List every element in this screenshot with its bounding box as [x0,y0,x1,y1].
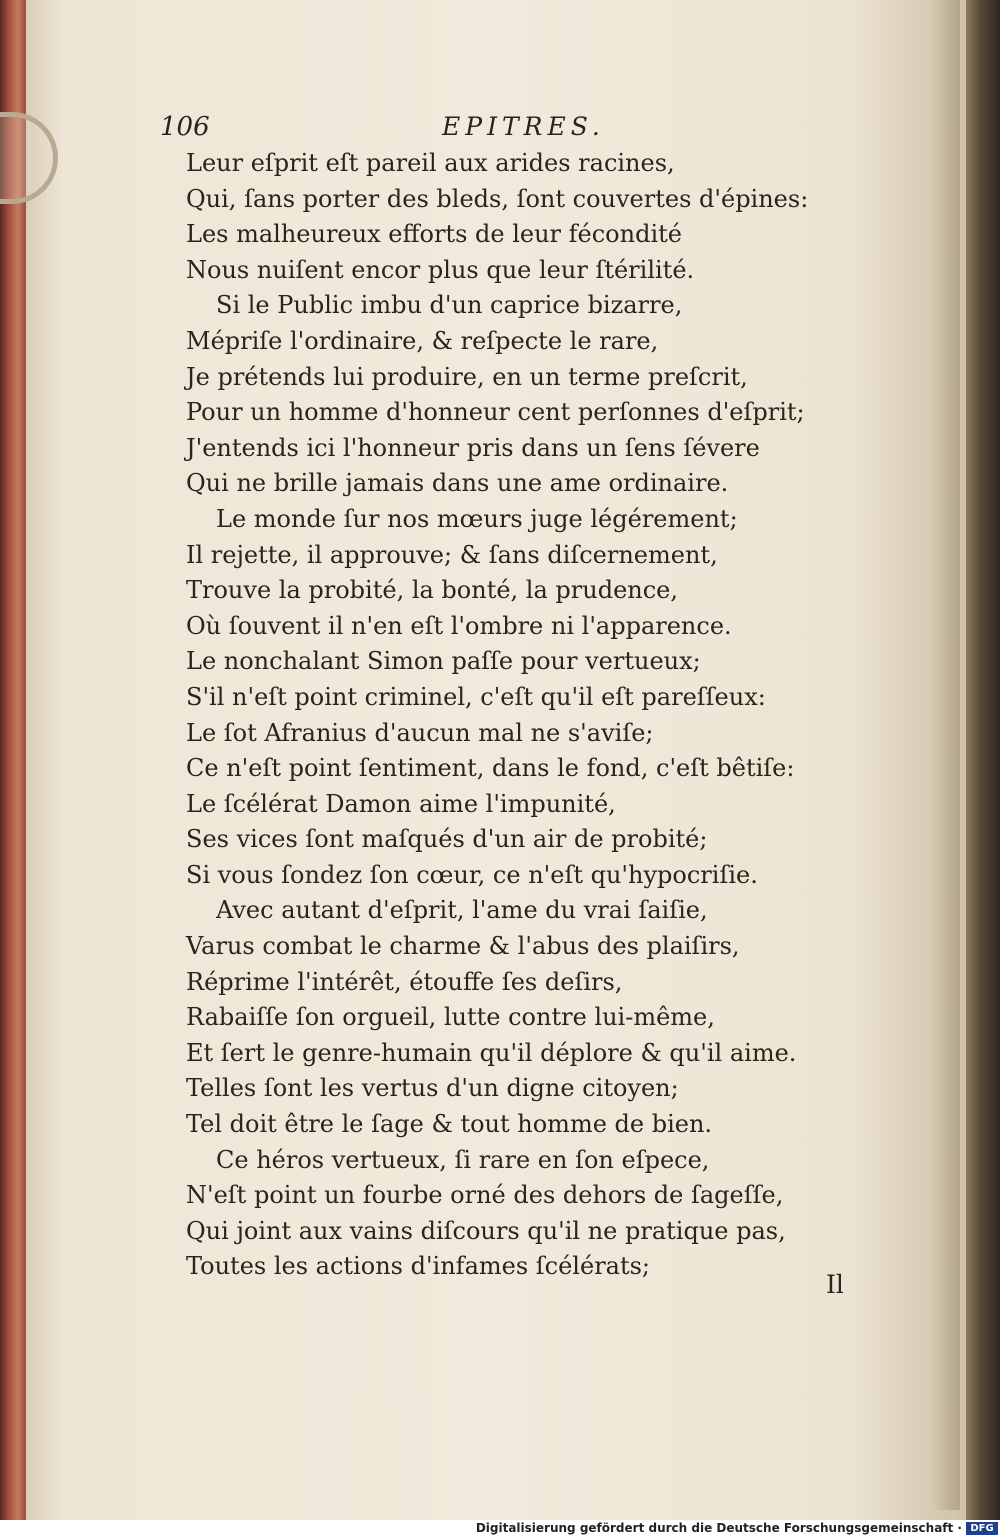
verse-line: Si le Public imbu d'un caprice bizarre, [216,291,683,320]
facing-page-edge [966,0,1000,1520]
verse-line: Qui, ſans porter des bleds, ſont couvertes d'épines: [186,184,809,213]
verse-line: Et ſert le genre-humain qu'il déplore & qu'il aime. [186,1038,797,1067]
verse-line: Réprime l'intérêt, étouffe ſes deſirs, [186,967,623,996]
running-head: EPITRES. [442,112,605,141]
verse-line: Trouve la probité, la bonté, la prudence, [186,576,679,605]
verse-line: Ce héros vertueux, ſi rare en ſon eſpece, [216,1145,710,1174]
verse-line: Le monde ſur nos mœurs juge légérement; [216,504,738,533]
verse-line: Où ſouvent il n'en eſt l'ombre ni l'apparence. [186,611,732,640]
funding-credit: Digitalisierung gefördert durch die Deutsche Forschungsgemeinschaft · [475,1521,962,1535]
verse-line: Rabaiſſe ſon orgueil, lutte contre lui-même, [186,1003,715,1032]
verse-line: Les malheureux efforts de leur fécondité [186,220,682,249]
verse-line: Le ſcélérat Damon aime l'impunité, [186,789,616,818]
verse-line: Tel doit être le ſage & tout homme de bien. [186,1110,713,1139]
verse-line: Leur eſprit eſt pareil aux arides racines, [186,149,675,177]
verse-line: Ses vices ſont maſqués d'un air de probité; [186,825,708,854]
verse-line: Varus combat le charme & l'abus des plaiſirs, [186,932,740,961]
verse-line: Pour un homme d'honneur cent perſonnes d'eſprit; [186,398,805,427]
verse-line: Telles ſont les vertus d'un digne citoyen; [186,1074,679,1103]
catchword: Il [826,1270,844,1299]
verse-line: Qui ne brille jamais dans une ame ordinaire. [186,469,729,498]
verse-line: Toutes les actions d'infames ſcélérats; [186,1252,651,1281]
verse-line: Le ſot Afranius d'aucun mal ne s'aviſe; [186,718,654,747]
poem-text [186,146,826,1285]
book-fore-edge [0,0,26,1520]
page-gutter-shadow [930,0,960,1510]
verse-line: Qui joint aux vains diſcours qu'il ne pratique pas, [186,1216,786,1245]
verse-line: S'il n'eſt point criminel, c'eſt qu'il eſt pareſſeux: [186,682,766,711]
verse-line: Ce n'eſt point ſentiment, dans le fond, c'eſt bêtiſe: [186,754,795,783]
verse-line: N'eſt point un fourbe orné des dehors de ſageſſe, [186,1181,784,1210]
verse-line: Je prétends lui produire, en un terme preſcrit, [186,362,748,391]
verse-line: Avec autant d'eſprit, l'ame du vrai ſaiſie, [216,896,708,925]
digitization-footer [0,1520,1000,1537]
page-header [160,112,640,146]
verse-line: Il rejette, il approuve; & ſans diſcernement, [186,540,718,569]
verse-line: Le nonchalant Simon paſſe pour vertueux; [186,647,701,676]
verse-line: Nous nuiſent encor plus que leur ſtérilité. [186,255,695,284]
verse-line: J'entends ici l'honneur pris dans un ſens ſévere [186,433,760,462]
verse-line: Si vous ſondez ſon cœur, ce n'eſt qu'hypocriſie. [186,860,758,889]
verse-line: Mépriſe l'ordinaire, & reſpecte le rare, [186,326,659,355]
dfg-logo: DFG [966,1522,998,1535]
page-number: 106 [160,112,210,142]
